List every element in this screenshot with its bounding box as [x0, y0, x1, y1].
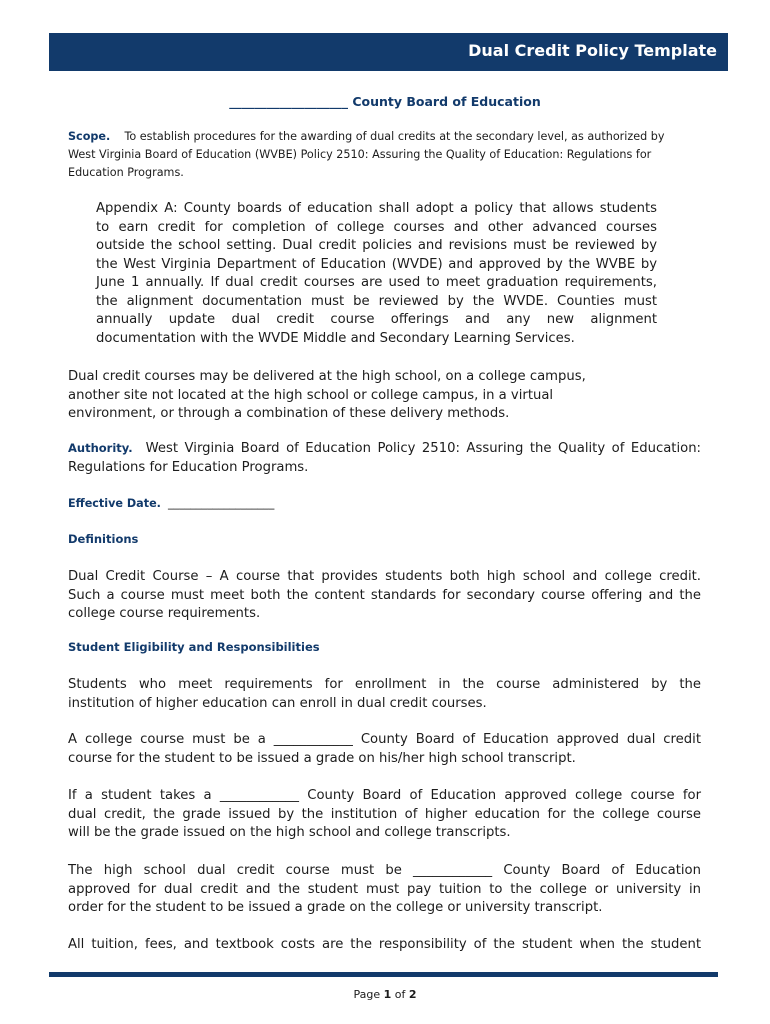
document-title: Dual Credit Policy Template [468, 41, 717, 60]
eligibility-line: course for the student to be issued a grade on his/her high school transcript. [68, 750, 576, 766]
eligibility-line: A college course must be a ____________ County Board of Education approved dual credit [68, 732, 701, 747]
definitions-heading: Definitions [68, 532, 139, 546]
eligibility-paragraph-2 [68, 731, 701, 768]
county-board-line: ___________________ County Board of Education [229, 94, 541, 109]
footer-rule [49, 972, 718, 977]
scope-line-2: West Virginia Board of Education (WVBE) Policy 2510: Assuring the Quality of Education: Regulations for [68, 148, 652, 161]
page-total: 2 [408, 988, 417, 1001]
appendix-line: to earn credit for completion of college courses and other advanced courses [96, 219, 657, 235]
eligibility-paragraph-5 [68, 936, 701, 955]
effective-date-label: Effective Date. [68, 497, 161, 510]
delivery-line: environment, or through a combination of these delivery methods. [68, 406, 510, 421]
delivery-line: another site not located at the high school or college campus, in a virtual [68, 387, 554, 403]
eligibility-heading: Student Eligibility and Responsibilities [68, 640, 320, 654]
effective-date-blank: ___________________ [168, 497, 275, 510]
appendix-line: outside the school setting. Dual credit policies and revisions must be reviewed by [96, 238, 657, 253]
delivery-paragraph [68, 368, 586, 424]
scope-text-1: To establish procedures for the awarding of dual credits at the secondary level, as authorized by [124, 130, 665, 143]
eligibility-line: order for the student to be issued a grade on the college or university transcript. [68, 900, 603, 915]
page-of-word: of [394, 988, 406, 1001]
eligibility-line: approved for dual credit and the student must pay tuition to the college or university in [68, 881, 701, 897]
definitions-line: Such a course must meet both the content standards for secondary course offering and the [68, 587, 701, 603]
eligibility-line: The high school dual credit course must be ____________ County Board of Education [68, 863, 701, 878]
authority-paragraph [68, 439, 701, 477]
appendix-line: annually update dual credit course offerings and any new alignment [96, 312, 657, 327]
appendix-line: the alignment documentation must be reviewed by the WVDE. Counties must [96, 293, 657, 309]
eligibility-paragraph-3 [68, 787, 701, 843]
eligibility-line: All tuition, fees, and textbook costs are the responsibility of the student when the student [68, 937, 701, 952]
delivery-line: Dual credit courses may be delivered at the high school, on a college campus, [68, 369, 586, 384]
authority-label: Authority. [68, 441, 133, 455]
eligibility-line: If a student takes a ____________ County Board of Education approved college course for [68, 788, 701, 803]
appendix-a-paragraph [96, 200, 657, 348]
appendix-line: documentation with the WVDE Middle and Secondary Learning Services. [96, 330, 575, 346]
definitions-line: college course requirements. [68, 606, 261, 621]
eligibility-paragraph-1 [68, 676, 701, 713]
authority-line-2: Regulations for Education Programs. [68, 459, 309, 475]
scope-line-1 [68, 128, 665, 146]
eligibility-paragraph-4 [68, 862, 701, 918]
page-word: Page [353, 988, 381, 1001]
page-number [0, 988, 770, 1001]
document-header-bar [49, 33, 728, 71]
definitions-paragraph [68, 568, 701, 624]
appendix-line: Appendix A: County boards of education shall adopt a policy that allows students [96, 201, 657, 216]
appendix-line: June 1 annually. If dual credit courses are used to meet graduation requirements, [96, 275, 657, 290]
eligibility-line: will be the grade issued on the high school and college transcripts. [68, 825, 511, 840]
definitions-line: Dual Credit Course – A course that provides students both high school and college credit. [68, 569, 701, 584]
authority-line-1 [68, 439, 701, 459]
scope-line-3: Education Programs. [68, 166, 184, 179]
page-current: 1 [383, 988, 392, 1001]
scope-label: Scope. [68, 130, 111, 143]
eligibility-line: dual credit, the grade issued by the institution of higher education for the college course [68, 806, 701, 822]
eligibility-line: Students who meet requirements for enrollment in the course administered by the [68, 677, 701, 692]
effective-date-line [68, 495, 274, 513]
authority-text-1: West Virginia Board of Education Policy 2510: Assuring the Quality of Education: [145, 441, 701, 456]
appendix-line: the West Virginia Department of Education (WVDE) and approved by the WVBE by [96, 256, 657, 272]
eligibility-line: institution of higher education can enroll in dual credit courses. [68, 695, 487, 711]
